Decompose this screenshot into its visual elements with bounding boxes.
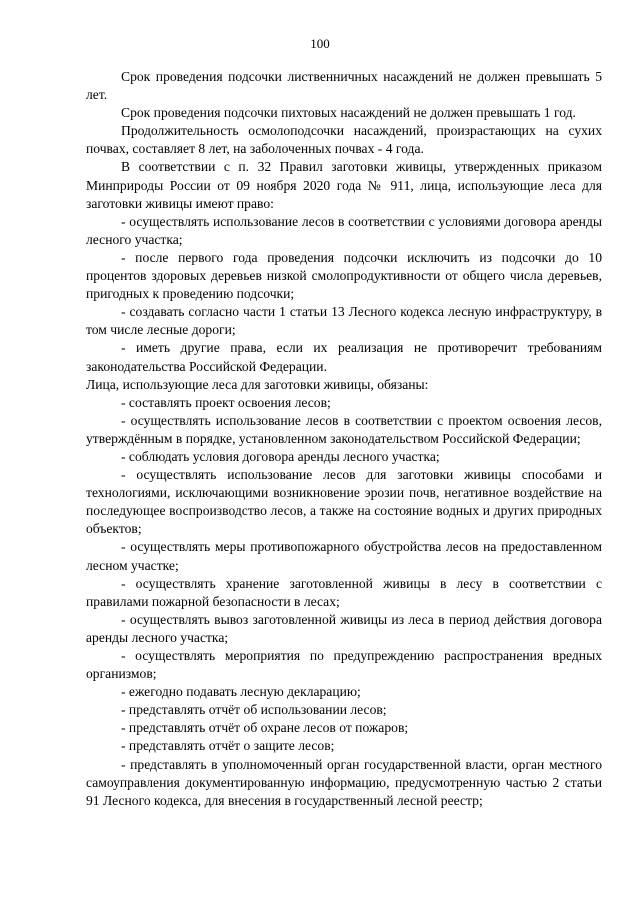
paragraph: - осуществлять использование лесов в соответствии с условиями договора аренды лесного участка;	[86, 213, 602, 247]
paragraph: - соблюдать условия договора аренды лесного участка;	[121, 448, 440, 464]
page-number: 100	[310, 36, 330, 51]
paragraph: - ежегодно подавать лесную декларацию;	[121, 684, 361, 700]
paragraph: - иметь другие права, если их реализация не противоречит требованиям законодательства Российской Федерации.	[86, 340, 602, 374]
paragraph: Лица, использующие леса для заготовки живицы, обязаны:	[86, 376, 429, 392]
paragraph: - осуществлять использование лесов в соответствии с проектом освоения лесов, утверждённым в порядке, установленном законодательством Российской Федерации;	[86, 412, 602, 446]
paragraph: - представлять отчёт об использовании лесов;	[121, 702, 387, 718]
document-body	[86, 68, 602, 810]
paragraph: - создавать согласно части 1 статьи 13 Лесного кодекса лесную инфраструктуру, в том числе лесные дороги;	[86, 304, 602, 338]
paragraph: Срок проведения подсочки лиственничных насаждений не должен превышать 5 лет.	[86, 69, 602, 103]
paragraph: - осуществлять вывоз заготовленной живицы из леса в период действия договора аренды лесного участка;	[86, 611, 602, 645]
paragraph: - представлять отчёт о защите лесов;	[121, 738, 335, 754]
paragraph: Продолжительность осмолоподсочки насаждений, произрастающих на сухих почвах, составляет 8 лет, на заболоченных почвах - 4 года.	[86, 123, 602, 157]
paragraph: - после первого года проведения подсочки исключить из подсочки до 10 процентов здоровых деревьев низкой смолопродуктивности от общего числа деревьев, пригодных к проведению подсочки;	[86, 249, 602, 302]
paragraph: - осуществлять использование лесов для заготовки живицы способами и технологиями, исключающими возникновение эрозии почв, негативное воздействие на последующее воспроизводство лесов, а также на состояние водных и других природных объектов;	[86, 467, 602, 537]
paragraph: - представлять отчёт об охране лесов от пожаров;	[121, 720, 409, 736]
paragraph: - осуществлять меры противопожарного обустройства лесов на предоставленном лесном участке;	[86, 539, 602, 573]
paragraph: Срок проведения подсочки пихтовых насаждений не должен превышать 1 год.	[121, 105, 576, 121]
paragraph: - осуществлять хранение заготовленной живицы в лесу в соответствии с правилами пожарной безопасности в лесах;	[86, 575, 602, 609]
paragraph: - представлять в уполномоченный орган государственной власти, орган местного самоуправления документированную информацию, предусмотренную частью 2 статьи 91 Лесного кодекса, для внесения в государственный лесной реестр;	[86, 756, 602, 808]
paragraph: В соответствии с п. 32 Правил заготовки живицы, утвержденных приказом Минприроды России от 09 ноября 2020 года № 911, лица, использующие леса для заготовки живицы имеют право:	[86, 159, 602, 211]
paragraph: - составлять проект освоения лесов;	[121, 394, 331, 410]
paragraph: - осуществлять мероприятия по предупреждению распространения вредных организмов;	[86, 648, 602, 682]
